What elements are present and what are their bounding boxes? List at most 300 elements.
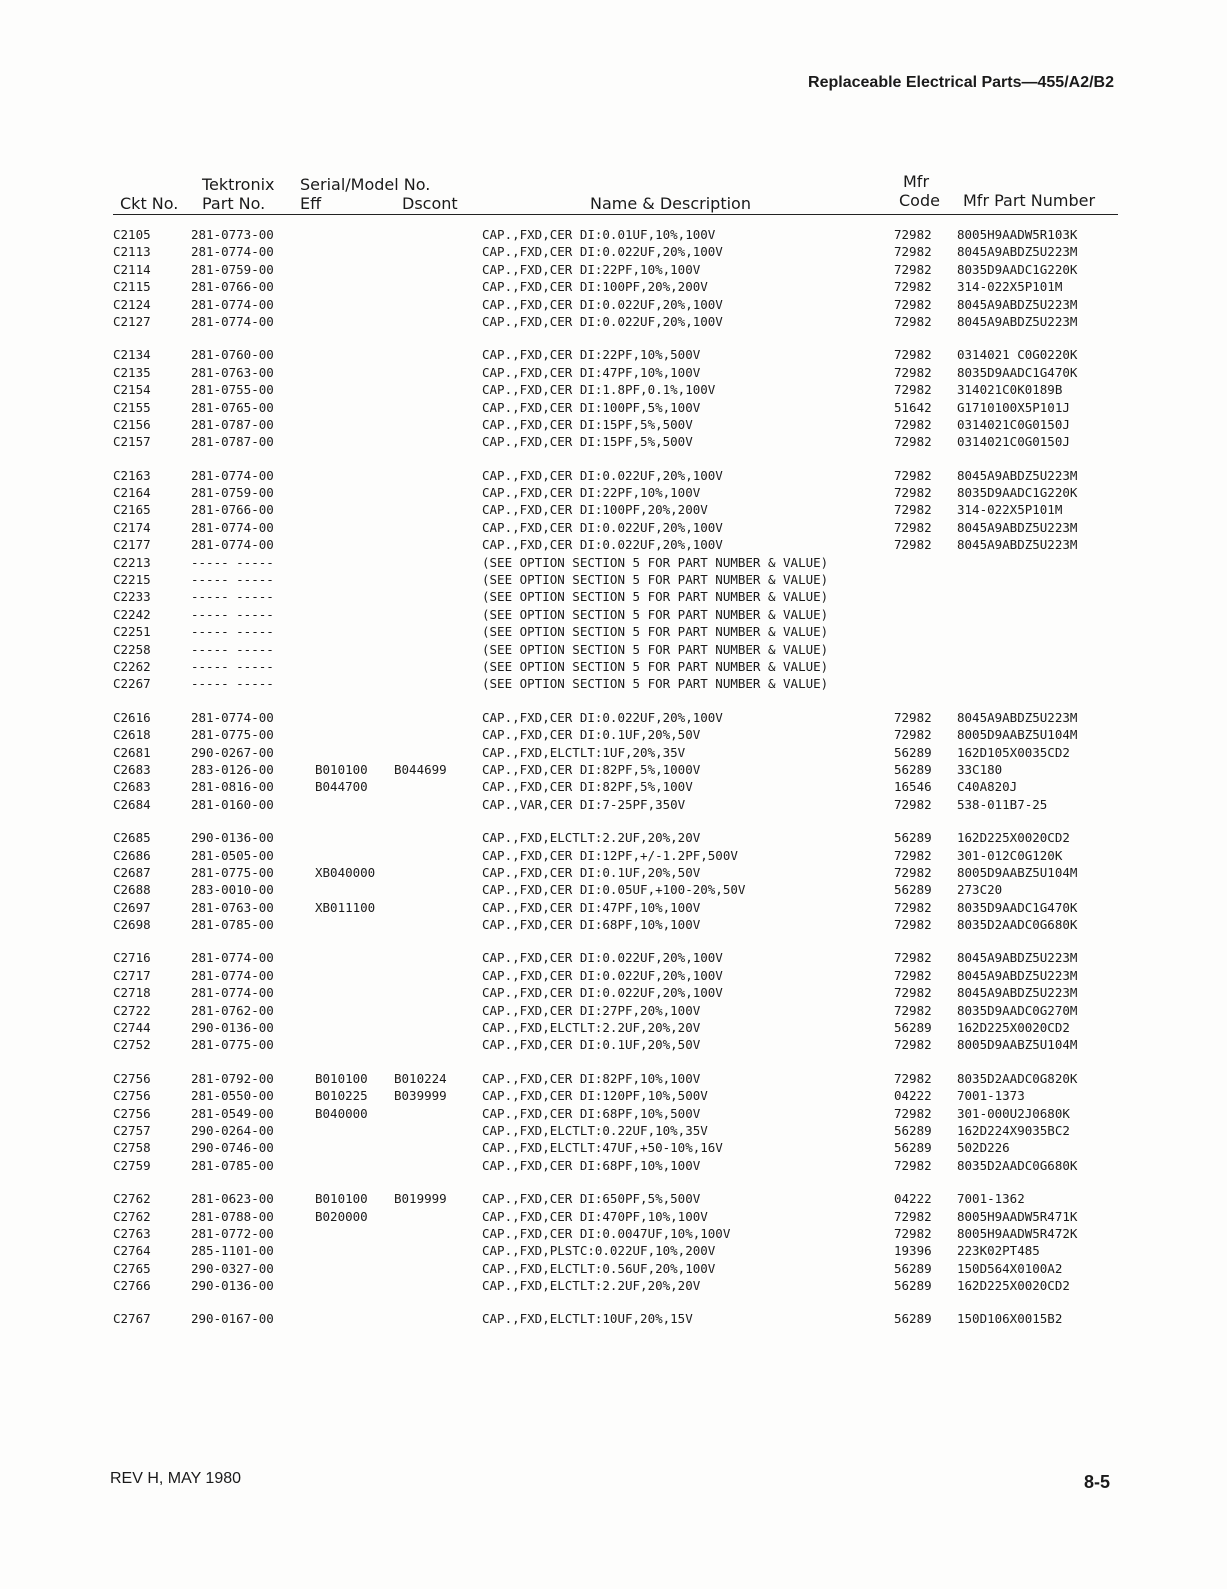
parts-table xyxy=(0,226,1227,1344)
ckt-no-cell: C2752 xyxy=(113,1037,151,1053)
ckt-no-cell: C2763 xyxy=(113,1225,151,1241)
part-no-cell: 281-0787-00 xyxy=(191,416,274,432)
part-no-cell: 281-0759-00 xyxy=(191,261,274,277)
part-no-cell: 281-0788-00 xyxy=(191,1208,274,1224)
mfr-code-cell: 72982 xyxy=(894,917,932,933)
ckt-no-cell: C2267 xyxy=(113,676,151,692)
ckt-no-cell: C2687 xyxy=(113,864,151,880)
mfr-part-number-cell: 8005D9AABZ5U104M xyxy=(957,727,1078,743)
mfr-code-cell: 72982 xyxy=(894,950,932,966)
mfr-part-number-cell: 8035D9AADC1G220K xyxy=(957,261,1078,277)
mfr-code-cell: 56289 xyxy=(894,1260,932,1276)
description-cell: CAP.,FXD,ELCTLT:0.22UF,10%,35V xyxy=(482,1122,708,1138)
description-cell: CAP.,FXD,CER DI:0.022UF,20%,100V xyxy=(482,709,723,725)
description-cell: CAP.,FXD,CER DI:68PF,10%,100V xyxy=(482,1157,701,1173)
ckt-no-cell: C2717 xyxy=(113,967,151,983)
serial-eff-cell: B044700 xyxy=(315,779,368,795)
col-mfr-part-number: Mfr Part Number xyxy=(963,191,1096,210)
part-no-cell: 281-0765-00 xyxy=(191,399,274,415)
table-row xyxy=(0,796,1227,813)
mfr-code-cell: 72982 xyxy=(894,1002,932,1018)
col-dscont: Dscont xyxy=(402,194,458,213)
description-cell: CAP.,FXD,CER DI:650PF,5%,500V xyxy=(482,1191,701,1207)
ckt-no-cell: C2213 xyxy=(113,554,151,570)
serial-eff-cell: B010225 xyxy=(315,1088,368,1104)
mfr-code-cell: 56289 xyxy=(894,1140,932,1156)
table-row xyxy=(0,641,1227,658)
ckt-no-cell: C2177 xyxy=(113,537,151,553)
serial-eff-cell: B010100 xyxy=(315,761,368,777)
ckt-no-cell: C2154 xyxy=(113,382,151,398)
mfr-part-number-cell: 0314021C0G0150J xyxy=(957,416,1070,432)
part-no-cell: ----- ----- xyxy=(191,606,274,622)
table-row xyxy=(0,899,1227,916)
ckt-no-cell: C2764 xyxy=(113,1243,151,1259)
table-row xyxy=(0,1139,1227,1156)
description-cell: CAP.,FXD,CER DI:68PF,10%,500V xyxy=(482,1105,701,1121)
part-no-cell: ----- ----- xyxy=(191,676,274,692)
part-no-cell: 281-0774-00 xyxy=(191,985,274,1001)
part-no-cell: ----- ----- xyxy=(191,624,274,640)
serial-dscont-cell: B010224 xyxy=(394,1070,447,1086)
ckt-no-cell: C2114 xyxy=(113,261,151,277)
table-row xyxy=(0,1105,1227,1122)
ckt-no-cell: C2124 xyxy=(113,296,151,312)
description-cell: (SEE OPTION SECTION 5 FOR PART NUMBER & VALUE) xyxy=(482,641,829,657)
mfr-code-cell: 72982 xyxy=(894,709,932,725)
ckt-no-cell: C2215 xyxy=(113,572,151,588)
part-no-cell: 285-1101-00 xyxy=(191,1243,274,1259)
description-cell: (SEE OPTION SECTION 5 FOR PART NUMBER & VALUE) xyxy=(482,572,829,588)
description-cell: CAP.,FXD,CER DI:0.022UF,20%,100V xyxy=(482,950,723,966)
mfr-code-cell: 72982 xyxy=(894,796,932,812)
table-row xyxy=(0,1190,1227,1207)
serial-eff-cell: XB011100 xyxy=(315,899,376,915)
parts-group xyxy=(0,226,1227,330)
ckt-no-cell: C2251 xyxy=(113,624,151,640)
part-no-cell: 281-0762-00 xyxy=(191,1002,274,1018)
mfr-part-number-cell: 162D105X0035CD2 xyxy=(957,744,1070,760)
table-row xyxy=(0,296,1227,313)
mfr-code-cell: 72982 xyxy=(894,364,932,380)
description-cell: CAP.,FXD,CER DI:100PF,5%,100V xyxy=(482,399,701,415)
mfr-code-cell: 56289 xyxy=(894,1278,932,1294)
part-no-cell: 281-0774-00 xyxy=(191,709,274,725)
mfr-code-cell: 72982 xyxy=(894,347,932,363)
ckt-no-cell: C2756 xyxy=(113,1070,151,1086)
parts-group xyxy=(0,949,1227,1053)
mfr-part-number-cell: 150D564X0100A2 xyxy=(957,1260,1063,1276)
mfr-code-cell: 72982 xyxy=(894,382,932,398)
ckt-no-cell: C2697 xyxy=(113,899,151,915)
serial-dscont-cell: B039999 xyxy=(394,1088,447,1104)
table-row xyxy=(0,1242,1227,1259)
ckt-no-cell: C2722 xyxy=(113,1002,151,1018)
description-cell: (SEE OPTION SECTION 5 FOR PART NUMBER & VALUE) xyxy=(482,554,829,570)
mfr-part-number-cell: 8045A9ABDZ5U223M xyxy=(957,537,1078,553)
description-cell: CAP.,FXD,ELCTLT:2.2UF,20%,20V xyxy=(482,1278,701,1294)
ckt-no-cell: C2105 xyxy=(113,227,151,242)
part-no-cell: 281-0760-00 xyxy=(191,347,274,363)
description-cell: CAP.,FXD,CER DI:100PF,20%,200V xyxy=(482,279,708,295)
table-row xyxy=(0,1260,1227,1277)
part-no-cell: 281-0766-00 xyxy=(191,279,274,295)
parts-group xyxy=(0,829,1227,933)
mfr-part-number-cell: 273C20 xyxy=(957,882,1003,898)
table-row xyxy=(0,1070,1227,1087)
table-row xyxy=(0,484,1227,501)
mfr-part-number-cell: 8035D9AADC1G470K xyxy=(957,364,1078,380)
table-row xyxy=(0,949,1227,966)
mfr-part-number-cell: 223K02PT485 xyxy=(957,1243,1040,1259)
mfr-part-number-cell: 8045A9ABDZ5U223M xyxy=(957,519,1078,535)
part-no-cell: 281-0774-00 xyxy=(191,537,274,553)
table-row xyxy=(0,467,1227,484)
mfr-part-number-cell: 7001-1362 xyxy=(957,1191,1025,1207)
part-no-cell: 281-0785-00 xyxy=(191,1157,274,1173)
part-no-cell: 281-0775-00 xyxy=(191,1037,274,1053)
ckt-no-cell: C2135 xyxy=(113,364,151,380)
part-no-cell: 281-0763-00 xyxy=(191,899,274,915)
mfr-code-cell: 04222 xyxy=(894,1088,932,1104)
description-cell: CAP.,FXD,CER DI:0.1UF,20%,50V xyxy=(482,1037,701,1053)
mfr-code-cell: 04222 xyxy=(894,1191,932,1207)
table-row xyxy=(0,864,1227,881)
mfr-code-cell: 72982 xyxy=(894,279,932,295)
parts-group xyxy=(0,346,1227,450)
description-cell: CAP.,VAR,CER DI:7-25PF,350V xyxy=(482,796,686,812)
table-row xyxy=(0,1019,1227,1036)
ckt-no-cell: C2767 xyxy=(113,1311,151,1327)
part-no-cell: ----- ----- xyxy=(191,589,274,605)
description-cell: CAP.,FXD,CER DI:0.01UF,10%,100V xyxy=(482,227,716,242)
description-cell: CAP.,FXD,CER DI:12PF,+/-1.2PF,500V xyxy=(482,847,738,863)
description-cell: (SEE OPTION SECTION 5 FOR PART NUMBER & VALUE) xyxy=(482,676,829,692)
description-cell: CAP.,FXD,CER DI:22PF,10%,100V xyxy=(482,485,701,501)
ckt-no-cell: C2156 xyxy=(113,416,151,432)
mfr-code-cell: 56289 xyxy=(894,882,932,898)
table-row xyxy=(0,1310,1227,1327)
mfr-code-cell: 72982 xyxy=(894,847,932,863)
table-row xyxy=(0,778,1227,795)
description-cell: CAP.,FXD,ELCTLT:47UF,+50-10%,16V xyxy=(482,1140,723,1156)
table-row xyxy=(0,726,1227,743)
table-row xyxy=(0,709,1227,726)
description-cell: CAP.,FXD,CER DI:0.022UF,20%,100V xyxy=(482,519,723,535)
mfr-code-cell: 72982 xyxy=(894,485,932,501)
ckt-no-cell: C2164 xyxy=(113,485,151,501)
description-cell: CAP.,FXD,CER DI:15PF,5%,500V xyxy=(482,416,693,432)
mfr-part-number-cell: 8035D2AADC0G680K xyxy=(957,917,1078,933)
table-row xyxy=(0,606,1227,623)
part-no-cell: 281-0766-00 xyxy=(191,502,274,518)
part-no-cell: 281-0792-00 xyxy=(191,1070,274,1086)
part-no-cell: 281-0549-00 xyxy=(191,1105,274,1121)
mfr-part-number-cell: 7001-1373 xyxy=(957,1088,1025,1104)
mfr-part-number-cell: 301-012C0G120K xyxy=(957,847,1063,863)
description-cell: CAP.,FXD,CER DI:27PF,20%,100V xyxy=(482,1002,701,1018)
part-no-cell: 281-0785-00 xyxy=(191,917,274,933)
mfr-part-number-cell: 0314021C0G0150J xyxy=(957,434,1070,450)
mfr-part-number-cell: 8035D9AADC1G470K xyxy=(957,899,1078,915)
table-row xyxy=(0,588,1227,605)
part-no-cell: ----- ----- xyxy=(191,641,274,657)
mfr-code-cell: 56289 xyxy=(894,1020,932,1036)
part-no-cell: 283-0010-00 xyxy=(191,882,274,898)
description-cell: CAP.,FXD,CER DI:470PF,10%,100V xyxy=(482,1208,708,1224)
mfr-part-number-cell: 314021C0K0189B xyxy=(957,382,1063,398)
part-no-cell: 281-0774-00 xyxy=(191,244,274,260)
ckt-no-cell: C2258 xyxy=(113,641,151,657)
ckt-no-cell: C2686 xyxy=(113,847,151,863)
ckt-no-cell: C2762 xyxy=(113,1208,151,1224)
mfr-part-number-cell: 8005H9AADW5R103K xyxy=(957,227,1078,242)
part-no-cell: ----- ----- xyxy=(191,572,274,588)
mfr-code-cell: 72982 xyxy=(894,1105,932,1121)
description-cell: CAP.,FXD,CER DI:0.022UF,20%,100V xyxy=(482,296,723,312)
table-row xyxy=(0,1087,1227,1104)
part-no-cell: 281-0160-00 xyxy=(191,796,274,812)
mfr-code-cell: 72982 xyxy=(894,899,932,915)
ckt-no-cell: C2242 xyxy=(113,606,151,622)
ckt-no-cell: C2716 xyxy=(113,950,151,966)
table-row xyxy=(0,261,1227,278)
table-row xyxy=(0,313,1227,330)
ckt-no-cell: C2698 xyxy=(113,917,151,933)
description-cell: CAP.,FXD,CER DI:82PF,10%,100V xyxy=(482,1070,701,1086)
mfr-code-cell: 72982 xyxy=(894,416,932,432)
mfr-code-cell: 72982 xyxy=(894,1037,932,1053)
part-no-cell: 281-0774-00 xyxy=(191,467,274,483)
mfr-code-cell: 72982 xyxy=(894,1070,932,1086)
ckt-no-cell: C2681 xyxy=(113,744,151,760)
parts-group xyxy=(0,1310,1227,1327)
table-row xyxy=(0,1225,1227,1242)
part-no-cell: 281-0774-00 xyxy=(191,950,274,966)
description-cell: CAP.,FXD,CER DI:0.022UF,20%,100V xyxy=(482,967,723,983)
ckt-no-cell: C2174 xyxy=(113,519,151,535)
description-cell: (SEE OPTION SECTION 5 FOR PART NUMBER & VALUE) xyxy=(482,624,829,640)
mfr-code-cell: 72982 xyxy=(894,244,932,260)
part-no-cell: ----- ----- xyxy=(191,658,274,674)
description-cell: CAP.,FXD,CER DI:82PF,5%,100V xyxy=(482,779,693,795)
description-cell: CAP.,FXD,CER DI:15PF,5%,500V xyxy=(482,434,693,450)
mfr-code-cell: 72982 xyxy=(894,985,932,1001)
table-row xyxy=(0,1208,1227,1225)
ckt-no-cell: C2756 xyxy=(113,1105,151,1121)
serial-eff-cell: B010100 xyxy=(315,1191,368,1207)
table-row xyxy=(0,243,1227,260)
table-row xyxy=(0,658,1227,675)
mfr-part-number-cell: 8045A9ABDZ5U223M xyxy=(957,709,1078,725)
description-cell: CAP.,FXD,CER DI:120PF,10%,500V xyxy=(482,1088,708,1104)
table-row xyxy=(0,226,1227,243)
ckt-no-cell: C2759 xyxy=(113,1157,151,1173)
mfr-part-number-cell: 8005D9AABZ5U104M xyxy=(957,864,1078,880)
table-row xyxy=(0,1157,1227,1174)
parts-group xyxy=(0,1190,1227,1294)
ckt-no-cell: C2762 xyxy=(113,1191,151,1207)
description-cell: CAP.,FXD,CER DI:0.1UF,20%,50V xyxy=(482,727,701,743)
description-cell: CAP.,FXD,CER DI:0.0047UF,10%,100V xyxy=(482,1225,731,1241)
description-cell: CAP.,FXD,CER DI:0.022UF,20%,100V xyxy=(482,313,723,329)
col-code: Code xyxy=(899,191,940,210)
table-row xyxy=(0,501,1227,518)
table-row xyxy=(0,1122,1227,1139)
table-row xyxy=(0,847,1227,864)
part-no-cell: 283-0126-00 xyxy=(191,761,274,777)
mfr-code-cell: 72982 xyxy=(894,1225,932,1241)
ckt-no-cell: C2683 xyxy=(113,761,151,777)
col-part-no: Part No. xyxy=(202,194,266,213)
serial-dscont-cell: B044699 xyxy=(394,761,447,777)
mfr-part-number-cell: 8035D2AADC0G680K xyxy=(957,1157,1078,1173)
mfr-code-cell: 72982 xyxy=(894,864,932,880)
mfr-code-cell: 72982 xyxy=(894,434,932,450)
mfr-code-cell: 72982 xyxy=(894,1157,932,1173)
table-row xyxy=(0,364,1227,381)
mfr-code-cell: 72982 xyxy=(894,537,932,553)
part-no-cell: 290-0136-00 xyxy=(191,830,274,846)
mfr-part-number-cell: 150D106X0015B2 xyxy=(957,1311,1063,1327)
ckt-no-cell: C2718 xyxy=(113,985,151,1001)
table-row xyxy=(0,675,1227,692)
mfr-part-number-cell: 8005D9AABZ5U104M xyxy=(957,1037,1078,1053)
mfr-code-cell: 72982 xyxy=(894,227,932,242)
table-row xyxy=(0,416,1227,433)
mfr-code-cell: 72982 xyxy=(894,1208,932,1224)
table-row xyxy=(0,519,1227,536)
mfr-part-number-cell: 162D224X9035BC2 xyxy=(957,1122,1070,1138)
part-no-cell: 281-0774-00 xyxy=(191,313,274,329)
table-row xyxy=(0,1277,1227,1294)
part-no-cell: 281-0623-00 xyxy=(191,1191,274,1207)
part-no-cell: 281-0774-00 xyxy=(191,296,274,312)
mfr-part-number-cell: 8045A9ABDZ5U223M xyxy=(957,467,1078,483)
ckt-no-cell: C2157 xyxy=(113,434,151,450)
ckt-no-cell: C2757 xyxy=(113,1122,151,1138)
ckt-no-cell: C2115 xyxy=(113,279,151,295)
description-cell: CAP.,FXD,ELCTLT:0.56UF,20%,100V xyxy=(482,1260,716,1276)
description-cell: (SEE OPTION SECTION 5 FOR PART NUMBER & VALUE) xyxy=(482,658,829,674)
mfr-code-cell: 16546 xyxy=(894,779,932,795)
mfr-part-number-cell: C40A820J xyxy=(957,779,1018,795)
mfr-part-number-cell: 33C180 xyxy=(957,761,1003,777)
parts-group xyxy=(0,709,1227,813)
mfr-part-number-cell: 162D225X0020CD2 xyxy=(957,1020,1070,1036)
mfr-part-number-cell: 8035D9AADC1G220K xyxy=(957,485,1078,501)
part-no-cell: 281-0550-00 xyxy=(191,1088,274,1104)
part-no-cell: 281-0773-00 xyxy=(191,227,274,242)
revision-footer: REV H, MAY 1980 xyxy=(110,1470,242,1487)
description-cell: CAP.,FXD,PLSTC:0.022UF,10%,200V xyxy=(482,1243,716,1259)
description-cell: CAP.,FXD,CER DI:1.8PF,0.1%,100V xyxy=(482,382,716,398)
part-no-cell: 290-0327-00 xyxy=(191,1260,274,1276)
ckt-no-cell: C2756 xyxy=(113,1088,151,1104)
ckt-no-cell: C2233 xyxy=(113,589,151,605)
part-no-cell: 281-0763-00 xyxy=(191,364,274,380)
part-no-cell: 281-0759-00 xyxy=(191,485,274,501)
mfr-code-cell: 56289 xyxy=(894,1122,932,1138)
part-no-cell: 290-0136-00 xyxy=(191,1278,274,1294)
serial-eff-cell: B040000 xyxy=(315,1105,368,1121)
mfr-part-number-cell: 8035D9AADC0G270M xyxy=(957,1002,1078,1018)
part-no-cell: 290-0267-00 xyxy=(191,744,274,760)
part-no-cell: 281-0816-00 xyxy=(191,779,274,795)
ckt-no-cell: C2758 xyxy=(113,1140,151,1156)
part-no-cell: 281-0774-00 xyxy=(191,519,274,535)
table-row xyxy=(0,761,1227,778)
ckt-no-cell: C2155 xyxy=(113,399,151,415)
mfr-part-number-cell: 502D226 xyxy=(957,1140,1010,1156)
table-row xyxy=(0,623,1227,640)
ckt-no-cell: C2262 xyxy=(113,658,151,674)
part-no-cell: 281-0775-00 xyxy=(191,864,274,880)
mfr-code-cell: 72982 xyxy=(894,519,932,535)
mfr-part-number-cell: 314-022X5P101M xyxy=(957,502,1063,518)
parts-group xyxy=(0,467,1227,693)
table-row xyxy=(0,399,1227,416)
page-number: 8-5 xyxy=(1083,1472,1110,1492)
description-cell: CAP.,FXD,CER DI:47PF,10%,100V xyxy=(482,364,701,380)
ckt-no-cell: C2684 xyxy=(113,796,151,812)
mfr-code-cell: 72982 xyxy=(894,967,932,983)
part-no-cell: 281-0787-00 xyxy=(191,434,274,450)
serial-eff-cell: B020000 xyxy=(315,1208,368,1224)
description-cell: CAP.,FXD,CER DI:0.022UF,20%,100V xyxy=(482,537,723,553)
table-row xyxy=(0,571,1227,588)
parts-group xyxy=(0,1070,1227,1174)
serial-dscont-cell: B019999 xyxy=(394,1191,447,1207)
ckt-no-cell: C2165 xyxy=(113,502,151,518)
mfr-part-number-cell: 8045A9ABDZ5U223M xyxy=(957,985,1078,1001)
ckt-no-cell: C2618 xyxy=(113,727,151,743)
ckt-no-cell: C2683 xyxy=(113,779,151,795)
mfr-code-cell: 56289 xyxy=(894,744,932,760)
table-row xyxy=(0,381,1227,398)
ckt-no-cell: C2127 xyxy=(113,313,151,329)
table-row xyxy=(0,554,1227,571)
table-row xyxy=(0,744,1227,761)
mfr-part-number-cell: 162D225X0020CD2 xyxy=(957,1278,1070,1294)
description-cell: CAP.,FXD,CER DI:22PF,10%,500V xyxy=(482,347,701,363)
part-no-cell: 281-0774-00 xyxy=(191,967,274,983)
serial-eff-cell: B010100 xyxy=(315,1070,368,1086)
mfr-code-cell: 51642 xyxy=(894,399,932,415)
mfr-code-cell: 72982 xyxy=(894,467,932,483)
description-cell: CAP.,FXD,ELCTLT:10UF,20%,15V xyxy=(482,1311,693,1327)
table-row xyxy=(0,536,1227,553)
description-cell: CAP.,FXD,CER DI:100PF,20%,200V xyxy=(482,502,708,518)
mfr-part-number-cell: 8045A9ABDZ5U223M xyxy=(957,313,1078,329)
part-no-cell: 290-0167-00 xyxy=(191,1311,274,1327)
mfr-part-number-cell: 8045A9ABDZ5U223M xyxy=(957,967,1078,983)
mfr-part-number-cell: G1710100X5P101J xyxy=(957,399,1070,415)
description-cell: CAP.,FXD,ELCTLT:1UF,20%,35V xyxy=(482,744,686,760)
ckt-no-cell: C2765 xyxy=(113,1260,151,1276)
table-row xyxy=(0,346,1227,363)
col-mfr: Mfr xyxy=(903,172,930,191)
col-name-description: Name & Description xyxy=(590,194,751,213)
description-cell: (SEE OPTION SECTION 5 FOR PART NUMBER & VALUE) xyxy=(482,606,829,622)
mfr-part-number-cell: 0314021 C0G0220K xyxy=(957,347,1078,363)
description-cell: CAP.,FXD,CER DI:0.022UF,20%,100V xyxy=(482,985,723,1001)
part-no-cell: 290-0136-00 xyxy=(191,1020,274,1036)
mfr-part-number-cell: 8045A9ABDZ5U223M xyxy=(957,296,1078,312)
part-no-cell: 281-0775-00 xyxy=(191,727,274,743)
mfr-part-number-cell: 8035D2AADC0G820K xyxy=(957,1070,1078,1086)
mfr-code-cell: 56289 xyxy=(894,1311,932,1327)
